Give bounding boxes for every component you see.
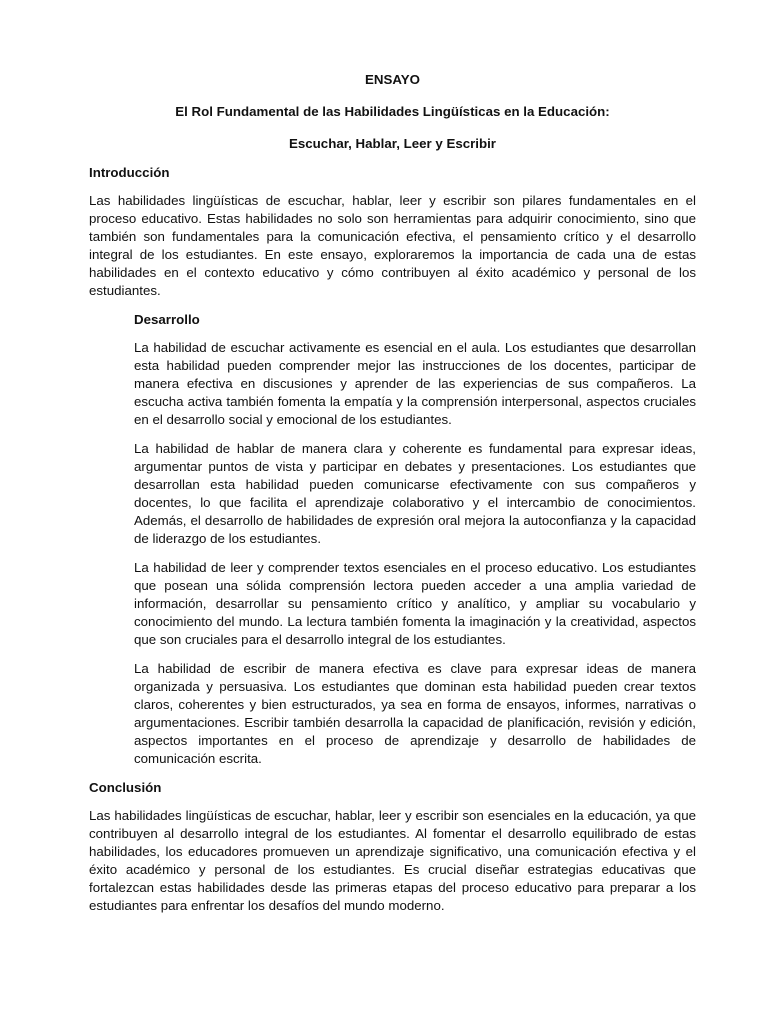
introduction-heading: Introducción xyxy=(89,165,170,180)
development-paragraph-listening: La habilidad de escuchar activamente es esencial en el aula. Los estudiantes que desarrollan esta habilidad pueden comprender mejor las instrucciones de los docentes, participar de manera efectiva en discusiones y aprender de las experiencias de sus compañeros. La escucha activa también fomenta la empatía y la comprensión interpersonal, aspectos cruciales en el desarrollo social y emocional de los estudiantes. xyxy=(134,340,696,427)
conclusion-paragraph: Las habilidades lingüísticas de escuchar, hablar, leer y escribir son esenciales en la educación, ya que contribuyen al desarrollo integral de los estudiantes. Al fomentar el desarrollo equilibrado de estas habilidades, los educadores promueven un aprendizaje significativo, una comunicación efectiva y el éxito académico y personal de los estudiantes. Es crucial diseñar estrategias educativas que fortalezcan estas habilidades desde las primeras etapas del proceso educativo para preparar a los estudiantes para enfrentar los desafíos del mundo moderno. xyxy=(89,808,696,913)
document-title: El Rol Fundamental de las Habilidades Lingüísticas en la Educación: xyxy=(175,104,610,119)
conclusion-section xyxy=(89,779,696,915)
development-paragraph-speaking: La habilidad de hablar de manera clara y coherente es fundamental para expresar ideas, argumentar puntos de vista y participar en debates y presentaciones. Los estudiantes que desarrollan esta habilidad pueden comunicarse efectivamente con sus compañeros y docentes, lo que facilita el aprendizaje colaborativo y el intercambio de conocimientos. Además, el desarrollo de habilidades de expresión oral mejora la autoconfianza y la capacidad de liderazgo de los estudiantes. xyxy=(134,441,696,546)
development-paragraph-reading: La habilidad de leer y comprender textos esenciales en el proceso educativo. Los estudiantes que posean una sólida comprensión lectora pueden acceder a una amplia variedad de información, desarrollar su pensamiento crítico y analítico, y ampliar su vocabulario y conocimiento del mundo. La lectura también fomenta la imaginación y la creatividad, aspectos que son cruciales para el desarrollo integral de los estudiantes. xyxy=(134,560,696,647)
introduction-paragraph: Las habilidades lingüísticas de escuchar, hablar, leer y escribir son pilares fundamentales en el proceso educativo. Estas habilidades no solo son herramientas para adquirir conocimiento, sino que también son fundamentales para la comunicación efectiva, el pensamiento crítico y el desarrollo integral de los estudiantes. En este ensayo, exploraremos la importancia de cada una de estas habilidades en el contexto educativo y cómo contribuyen al éxito académico y personal de los estudiantes. xyxy=(89,193,696,298)
document-body xyxy=(89,71,696,926)
development-paragraph-writing: La habilidad de escribir de manera efectiva es clave para expresar ideas de manera organizada y persuasiva. Los estudiantes que dominan esta habilidad pueden crear textos claros, coherentes y bien estructurados, ya sea en forma de ensayos, informes, narrativas o argumentaciones. Escribir también desarrolla la capacidad de planificación, revisión y edición, aspectos importantes en el proceso de aprendizaje y desarrollo de habilidades de comunicación escrita. xyxy=(134,661,696,766)
development-section xyxy=(134,311,696,768)
development-heading: Desarrollo xyxy=(134,312,200,327)
introduction-section xyxy=(89,164,696,300)
document-subtitle: Escuchar, Hablar, Leer y Escribir xyxy=(289,136,496,151)
conclusion-heading: Conclusión xyxy=(89,780,162,795)
document-label: ENSAYO xyxy=(365,72,420,87)
